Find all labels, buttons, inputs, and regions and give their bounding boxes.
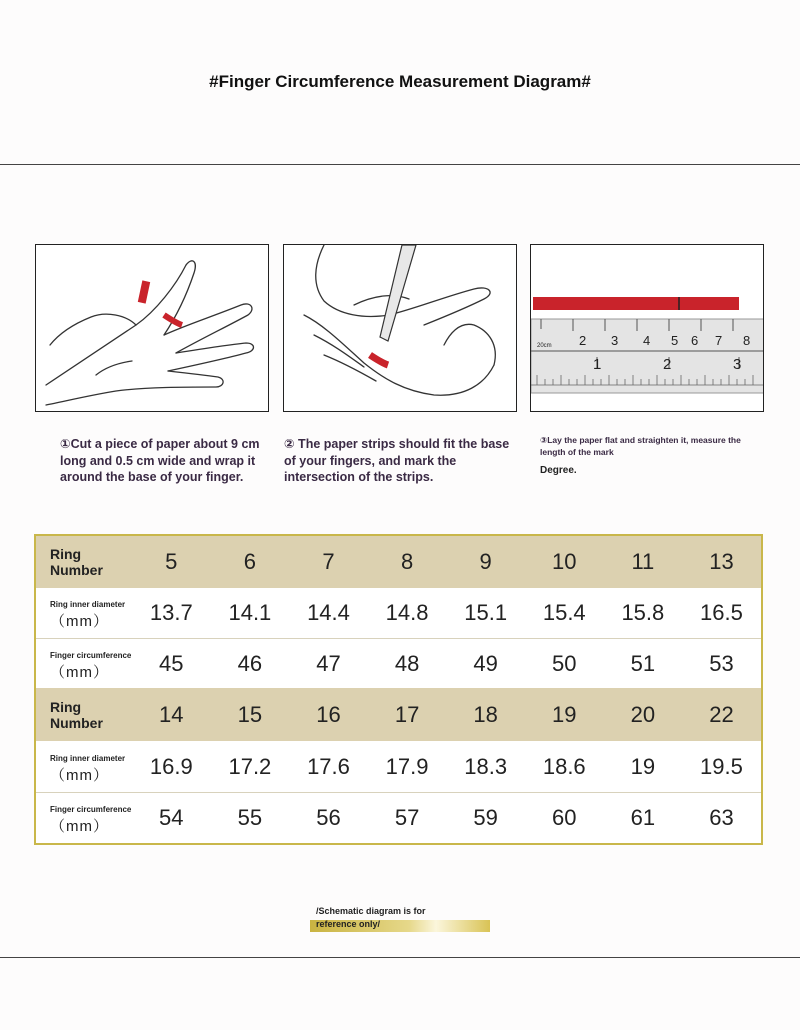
- ruler-top-number: 4: [643, 333, 651, 348]
- note-line-1: /Schematic diagram is for: [316, 906, 426, 916]
- diameter-cell: 15.8: [621, 600, 665, 625]
- ring-number-cell: 17: [394, 701, 420, 727]
- ruler-top-number: 2: [579, 333, 587, 348]
- diameter-cell: 17.2: [228, 753, 272, 779]
- ruler-top-number: 3: [611, 333, 619, 348]
- ring-number-label: Ring Number: [50, 698, 103, 731]
- circumference-label: [36, 804, 132, 835]
- ring-number-label: Ring Number: [50, 546, 103, 578]
- ring-number-cell: 11: [631, 549, 655, 574]
- step-3-illustration: [530, 244, 764, 412]
- ruler-top-number: 6: [691, 333, 699, 348]
- circumference-cell: 56: [316, 805, 341, 830]
- step-1-illustration: [35, 244, 269, 412]
- inner-diameter-label: [36, 753, 132, 784]
- ring-number-cell: 8: [400, 549, 414, 574]
- unit-label: （mm）: [50, 818, 109, 835]
- ring-number-cell: 10: [552, 549, 577, 574]
- ring-number-cell: 14: [159, 701, 184, 727]
- step-2-text: ② The paper strips should fit the base of your fingers, and mark the intersection of the strips.: [284, 437, 510, 484]
- ruler-top-number: 7: [715, 333, 723, 348]
- step-2-illustration: [283, 244, 517, 412]
- unit-label: （mm）: [50, 663, 109, 681]
- circumference-cell: 51: [630, 650, 656, 676]
- ring-number-cell: 13: [709, 549, 734, 574]
- circumference-cell: 46: [237, 650, 263, 676]
- circumference-cell: 47: [316, 650, 341, 676]
- ring-number-cell: 7: [322, 549, 335, 574]
- unit-label: （mm）: [50, 766, 109, 784]
- diameter-cell: 15.1: [464, 600, 508, 625]
- diameter-cell: 16.9: [149, 753, 193, 779]
- circumference-cell: 60: [552, 805, 577, 830]
- paper-strip: [533, 297, 739, 310]
- diameter-cell: 19: [630, 753, 656, 779]
- unit-label: （mm）: [50, 613, 109, 630]
- ring-number-cell: 22: [709, 701, 734, 727]
- page-title: #Finger Circumference Measurement Diagram#: [209, 72, 591, 91]
- diameter-cell: 14.4: [307, 600, 350, 625]
- circumference-cell: 48: [394, 650, 420, 676]
- table-row: [36, 639, 761, 688]
- bottom-divider: [0, 957, 800, 958]
- circumference-cell: 54: [159, 805, 184, 830]
- ring-size-table: [34, 534, 763, 845]
- ruler-top-number: 8: [743, 333, 751, 348]
- circumference-cell: 45: [159, 650, 184, 676]
- step-3-text-degree: Degree.: [540, 465, 577, 476]
- ruler-unit-label: 20cm: [537, 343, 552, 349]
- circumference-cell: 59: [473, 805, 498, 830]
- circumference-label-text: Finger circumference: [50, 650, 132, 660]
- circumference-cell: 50: [552, 650, 577, 676]
- step-3-text: ③Lay the paper flat and straighten it, measure the length of the mark: [540, 435, 741, 457]
- table-row: [36, 588, 761, 638]
- diameter-cell: 15.4: [542, 600, 586, 625]
- diameter-cell: 18.3: [464, 753, 508, 779]
- ruler-bottom-number: 3: [733, 356, 742, 373]
- note-line-2: reference only/: [316, 919, 381, 929]
- diameter-cell: 14.1: [228, 600, 272, 625]
- diameter-cell: 13.7: [149, 600, 193, 625]
- diameter-cell: 19.5: [700, 753, 743, 779]
- schematic-note: [310, 905, 492, 933]
- inner-diameter-label-text: Ring inner diameter: [50, 753, 126, 763]
- table-row: [36, 688, 761, 741]
- table-row: [36, 741, 761, 792]
- diameter-cell: 16.5: [700, 600, 743, 625]
- diameter-cell: 18.6: [542, 753, 586, 779]
- diameter-cell: 17.6: [307, 753, 350, 779]
- table-row: [36, 793, 761, 843]
- inner-diameter-label-text: Ring inner diameter: [50, 600, 126, 609]
- circumference-cell: 55: [237, 805, 263, 830]
- ruler-bottom-number: 2: [663, 356, 672, 373]
- circumference-cell: 49: [473, 650, 498, 676]
- circumference-cell: 57: [394, 805, 420, 830]
- ring-number-cell: 18: [473, 701, 498, 727]
- circumference-label-text: Finger circumference: [50, 805, 132, 814]
- ruler-top-number: 5: [671, 333, 679, 348]
- circumference-cell: 53: [709, 650, 734, 676]
- diameter-cell: 17.9: [385, 753, 429, 779]
- ring-number-cell: 5: [165, 549, 178, 574]
- circumference-cell: 61: [630, 805, 656, 830]
- ring-number-cell: 20: [630, 701, 656, 727]
- ring-number-cell: 16: [316, 701, 341, 727]
- ring-number-cell: 9: [479, 549, 492, 574]
- circumference-label: [36, 650, 132, 681]
- diameter-cell: 14.8: [385, 600, 429, 625]
- step-1-text: ①Cut a piece of paper about 9 cm long and 0.5 cm wide and wrap it around the base of your finger.: [60, 437, 260, 484]
- inner-diameter-label: [36, 599, 132, 630]
- ring-number-cell: 15: [237, 701, 263, 727]
- circumference-cell: 63: [709, 805, 734, 830]
- table-row: [36, 536, 761, 588]
- ruler-bottom-number: 1: [593, 356, 602, 373]
- ring-number-cell: 19: [552, 701, 577, 727]
- top-divider: [0, 164, 800, 165]
- ring-number-cell: 6: [243, 549, 257, 574]
